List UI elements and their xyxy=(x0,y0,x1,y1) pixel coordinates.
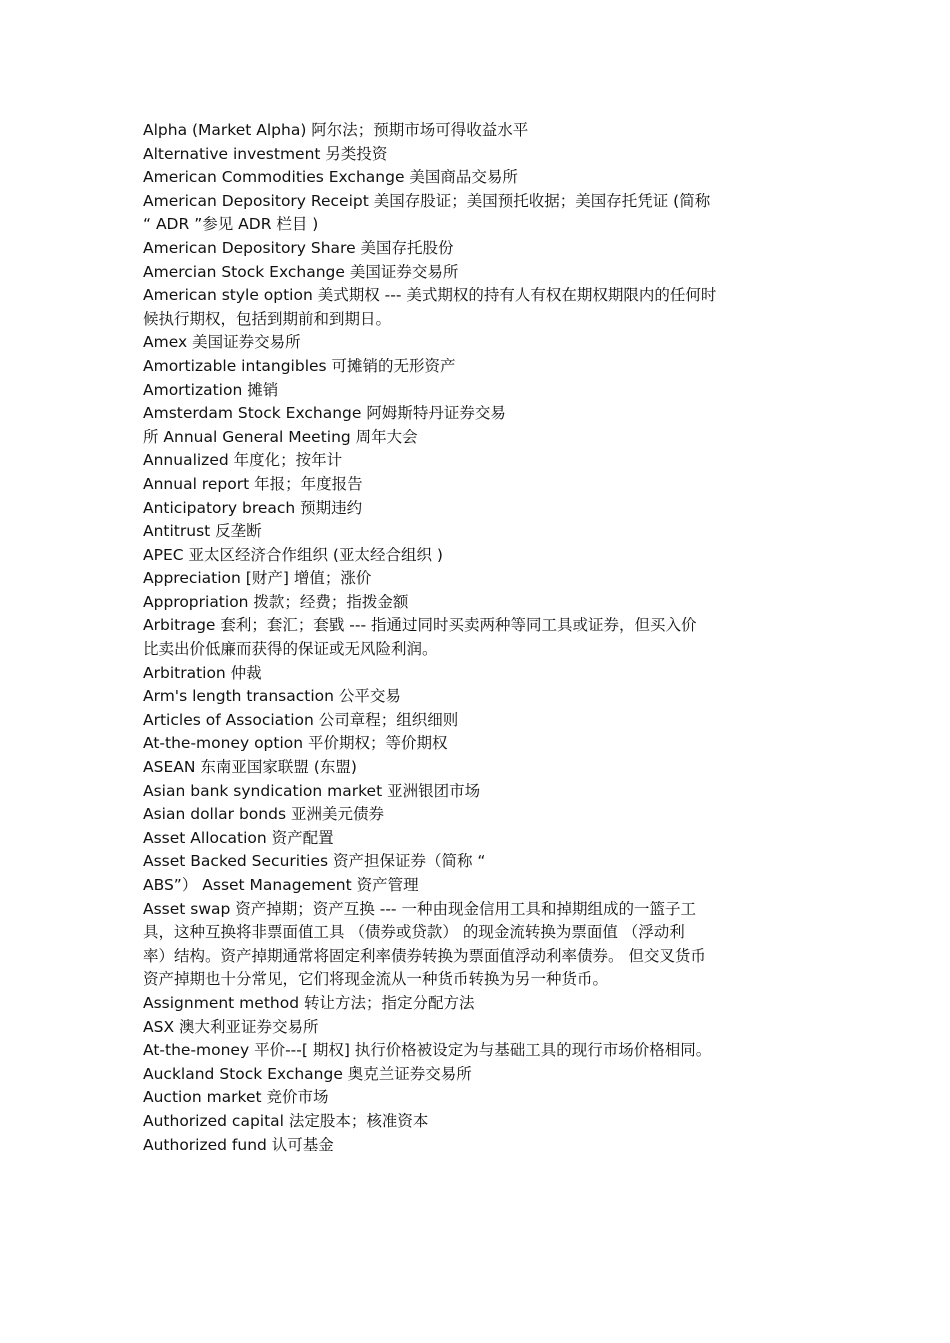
glossary-line: Authorized capital 法定股本；核准资本 xyxy=(143,1111,429,1130)
glossary-line: Arbitration 仲裁 xyxy=(143,663,262,682)
glossary-line: Assignment method 转让方法；指定分配方法 xyxy=(143,993,475,1012)
glossary-line: Alternative investment 另类投资 xyxy=(143,144,388,163)
glossary-line: Alpha (Market Alpha) 阿尔法；预期市场可得收益水平 xyxy=(143,121,529,139)
glossary-line: Authorized fund 认可基金 xyxy=(143,1135,334,1154)
glossary-line: American Depository Share 美国存托股份 xyxy=(143,238,454,257)
glossary-line: Annualized 年度化；按年计 xyxy=(143,451,343,470)
glossary-line: 比卖出价低廉而获得的保证或无风险利润。 xyxy=(143,640,438,659)
glossary-line: Arm's length transaction 公平交易 xyxy=(143,687,401,706)
glossary-line: ASEAN 东南亚国家联盟 (东盟) xyxy=(143,758,357,777)
glossary-line: Appreciation [财产] 增值；涨价 xyxy=(143,569,372,588)
glossary-line: 资产掉期也十分常见，它们将现金流从一种货币转换为另一种货币。 xyxy=(143,970,609,989)
glossary-line: Asian bank syndication market 亚洲银团市场 xyxy=(143,781,481,800)
glossary-line: ABS”） Asset Management 资产管理 xyxy=(143,876,419,894)
glossary-line: American style option 美式期权 --- 美式期权的持有人有权在期权期限内的任何时 xyxy=(143,286,717,305)
glossary-line: 率）结构。资产掉期通常将固定利率债券转换为票面值浮动利率债券。 但交叉货币 xyxy=(143,946,706,965)
glossary-line: Amex 美国证券交易所 xyxy=(143,333,301,352)
glossary-line: Amsterdam Stock Exchange 阿姆斯特丹证券交易 xyxy=(143,404,506,423)
glossary-line: At-the-money option 平价期权；等价期权 xyxy=(143,734,448,753)
glossary-line: At-the-money 平价---[ 期权] 执行价格被设定为与基础工具的现行市场价格相同。 xyxy=(143,1041,712,1060)
glossary-line: Amercian Stock Exchange 美国证券交易所 xyxy=(143,262,459,281)
glossary-line: 候执行期权，包括到期前和到期日。 xyxy=(143,309,392,328)
glossary-line: APEC 亚太区经济合作组织 (亚太经合组织 ) xyxy=(143,545,443,564)
glossary-line: Asset Backed Securities 资产担保证券（简称 “ xyxy=(143,852,486,871)
glossary-line: “ ADR ”参见 ADR 栏目 ) xyxy=(143,215,319,234)
glossary-line: American Depository Receipt 美国存股证；美国预托收据；美国存托凭证 (简称 xyxy=(143,191,711,210)
glossary-line: Appropriation 拨款；经费；指拨金额 xyxy=(143,592,409,611)
glossary-line: Antitrust 反垄断 xyxy=(143,522,262,541)
glossary-line: Asset swap 资产掉期；资产互换 --- 一种由现金信用工具和掉期组成的一篮子工 xyxy=(143,899,696,918)
glossary-line: ASX 澳大利亚证券交易所 xyxy=(143,1017,319,1036)
glossary-line: Arbitrage 套利；套汇；套戥 --- 指通过同时买卖两种等同工具或证券，但买入价 xyxy=(143,616,697,635)
glossary-line: Auction market 竞价市场 xyxy=(143,1088,329,1107)
glossary-line: Articles of Association 公司章程；组织细则 xyxy=(143,710,459,729)
glossary-line: Amortization 摊销 xyxy=(143,380,279,399)
glossary-list xyxy=(143,119,808,1157)
glossary-line: American Commodities Exchange 美国商品交易所 xyxy=(143,168,518,187)
glossary-line: Asset Allocation 资产配置 xyxy=(143,828,334,847)
glossary-line: Auckland Stock Exchange 奥克兰证券交易所 xyxy=(143,1064,472,1083)
glossary-line: Asian dollar bonds 亚洲美元债券 xyxy=(143,805,384,824)
glossary-line: 具，这种互换将非票面值工具 （债券或贷款） 的现金流转换为票面值 （浮动利 xyxy=(143,923,685,942)
glossary-line: Anticipatory breach 预期违约 xyxy=(143,498,363,517)
glossary-line: Amortizable intangibles 可摊销的无形资产 xyxy=(143,356,456,375)
glossary-line: 所 Annual General Meeting 周年大会 xyxy=(143,427,418,446)
glossary-line: Annual report 年报；年度报告 xyxy=(143,474,363,493)
